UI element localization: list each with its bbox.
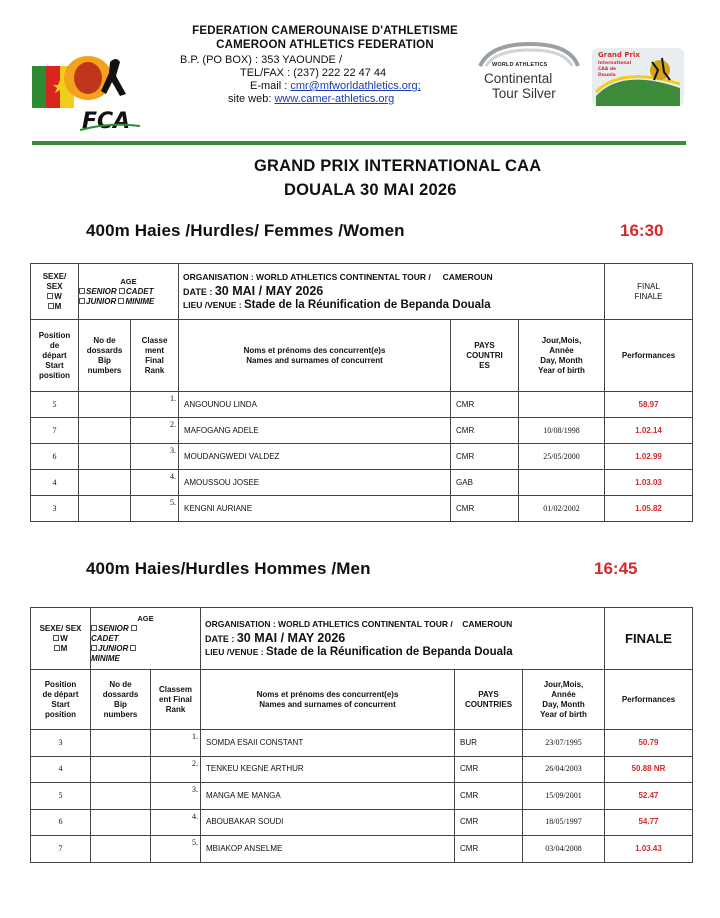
country-code: CMR: [451, 392, 519, 418]
col-position: Position de départ Start position: [31, 670, 91, 730]
country-code: CMR: [455, 756, 523, 783]
women-org-cell: ORGANISATION : WORLD ATHLETICS CONTINENTAL TOUR / CAMEROUN DATE : 30 MAI / MAY 2026 LIEU /VENUE : Stade de la Réunification de Bepanda Douala: [179, 264, 605, 320]
athlete-name: TENKEU KEGNE ARTHUR: [201, 756, 455, 783]
minime-checkbox[interactable]: [130, 645, 136, 651]
col-names: Noms et prénoms des concurrent(e)s Names and surnames of concurrent: [179, 320, 451, 392]
country-code: CMR: [455, 836, 523, 863]
final-rank: 2.: [151, 756, 201, 783]
sex-w-checkbox[interactable]: [47, 293, 53, 299]
bib-number: [91, 809, 151, 836]
final-rank: 1.: [131, 392, 179, 418]
performance: 1.02.99: [605, 444, 693, 470]
table-row: [31, 496, 693, 522]
women-event-title: 400m Haies /Hurdles/ Femmes /Women: [86, 221, 405, 240]
header-divider: [32, 141, 686, 145]
country-code: CMR: [451, 418, 519, 444]
women-sex-cell: SEXE/ SEX W M: [31, 264, 79, 320]
men-age-cell: AGE SENIOR CADET JUNIOR MINIME: [91, 608, 201, 670]
website-link[interactable]: www.camer-athletics.org: [274, 93, 395, 105]
women-header-row: [31, 320, 693, 392]
bib-number: [91, 836, 151, 863]
performance: 52.47: [605, 783, 693, 810]
col-country: PAYS COUNTRI ES: [451, 320, 519, 392]
country-code: GAB: [451, 470, 519, 496]
women-date: 30 MAI / MAY 2026: [214, 284, 324, 298]
table-row: [31, 392, 693, 418]
sex-m-checkbox[interactable]: [54, 645, 60, 651]
start-position: 4: [31, 756, 91, 783]
col-bib: No de dossards Bip numbers: [79, 320, 131, 392]
gp-logo-line2: International: [598, 61, 632, 66]
birth-date: 03/04/2008: [523, 836, 605, 863]
final-rank: 5.: [151, 836, 201, 863]
athlete-name: MBIAKOP ANSELME: [201, 836, 455, 863]
women-meta-row: [31, 264, 693, 320]
fca-logo-text: FCA: [82, 109, 131, 132]
birth-date: [519, 470, 605, 496]
col-bib: No de dossards Bip numbers: [91, 670, 151, 730]
athlete-name: MAFOGANG ADELE: [179, 418, 451, 444]
final-rank: 1.: [151, 730, 201, 757]
athlete-name: ANGOUNOU LINDA: [179, 392, 451, 418]
start-position: 7: [31, 836, 91, 863]
final-rank: 3.: [151, 783, 201, 810]
senior-checkbox[interactable]: [79, 288, 85, 294]
sex-m-checkbox[interactable]: [48, 303, 54, 309]
fca-logo: [30, 48, 154, 132]
ct-tour-silver: Tour Silver: [492, 86, 556, 101]
federation-contact-block: [160, 24, 490, 106]
website-line: [228, 93, 490, 106]
blank-checkbox[interactable]: [131, 625, 137, 631]
table-row: [31, 418, 693, 444]
grand-prix-logo: [592, 48, 684, 106]
gp-logo-line3: CAA de: [598, 67, 617, 72]
email-link[interactable]: cmr@mfworldathletics.org;: [290, 80, 421, 92]
col-performances: Performances: [605, 320, 693, 392]
athlete-name: SOMDA ESAII CONSTANT: [201, 730, 455, 757]
bib-number: [79, 444, 131, 470]
women-final-label: FINAL FINALE: [605, 264, 693, 320]
table-row: [31, 809, 693, 836]
birth-date: 01/02/2002: [519, 496, 605, 522]
col-position: Position de départ Start position: [31, 320, 79, 392]
country-code: CMR: [455, 783, 523, 810]
country-code: BUR: [455, 730, 523, 757]
bib-number: [91, 783, 151, 810]
minime-checkbox[interactable]: [118, 298, 124, 304]
athlete-name: MANGA ME MANGA: [201, 783, 455, 810]
women-event-time: 16:30: [620, 221, 664, 240]
col-rank: Classem ent Final Rank: [151, 670, 201, 730]
po-box: B.P. (PO BOX) : 353 YAOUNDE /: [180, 54, 343, 66]
birth-date: [519, 392, 605, 418]
start-position: 6: [31, 444, 79, 470]
bib-number: [79, 470, 131, 496]
tel-fax: TEL/FAX : (237) 222 22 47 44: [240, 67, 387, 79]
gp-logo-line4: Douala: [598, 73, 616, 78]
ct-small-text: WORLD ATHLETICS: [492, 62, 548, 68]
performance: 1.02.14: [605, 418, 693, 444]
col-performances: Performances: [605, 670, 693, 730]
start-position: 3: [31, 730, 91, 757]
men-header-row: [31, 670, 693, 730]
meeting-place-date: DOUALA 30 MAI 2026: [284, 181, 457, 199]
table-row: [31, 836, 693, 863]
performance: 50.88 NR: [605, 756, 693, 783]
start-position: 5: [31, 783, 91, 810]
start-position: 5: [31, 392, 79, 418]
birth-date: 18/05/1997: [523, 809, 605, 836]
gp-logo-line1: Grand Prix: [598, 51, 640, 59]
performance: 58.97: [605, 392, 693, 418]
performance: 1.03.43: [605, 836, 693, 863]
performance: 54.77: [605, 809, 693, 836]
email-label: E-mail :: [250, 80, 291, 92]
men-sex-cell: SEXE/ SEX W M: [31, 608, 91, 670]
athlete-name: KENGNI AURIANE: [179, 496, 451, 522]
continental-tour-logo: [470, 40, 588, 104]
bib-number: [91, 756, 151, 783]
athlete-name: ABOUBAKAR SOUDI: [201, 809, 455, 836]
col-dob: Jour,Mois, Année Day, Month Year of birth: [519, 320, 605, 392]
col-rank: Classe ment Final Rank: [131, 320, 179, 392]
col-names: Noms et prénoms des concurrent(e)s Names and surnames of concurrent: [201, 670, 455, 730]
lion-face: [74, 62, 102, 94]
junior-checkbox[interactable]: [79, 298, 85, 304]
start-position: 3: [31, 496, 79, 522]
table-row: [31, 444, 693, 470]
federation-name-en: CAMEROON ATHLETICS FEDERATION: [216, 39, 434, 51]
cadet-checkbox[interactable]: [119, 288, 125, 294]
birth-date: 26/04/2003: [523, 756, 605, 783]
country-code: CMR: [451, 496, 519, 522]
table-row: [31, 783, 693, 810]
men-event-title: 400m Haies/Hurdles Hommes /Men: [86, 559, 371, 578]
bib-number: [79, 392, 131, 418]
table-row: [31, 756, 693, 783]
final-rank: 3.: [131, 444, 179, 470]
col-country: PAYS COUNTRIES: [455, 670, 523, 730]
col-dob: Jour,Mois, Année Day, Month Year of birth: [523, 670, 605, 730]
meeting-name: GRAND PRIX INTERNATIONAL CAA: [254, 157, 542, 175]
women-venue: Stade de la Réunification de Bepanda Douala: [243, 299, 491, 311]
table-row: [31, 730, 693, 757]
start-position: 7: [31, 418, 79, 444]
athlete-name: AMOUSSOU JOSEE: [179, 470, 451, 496]
final-rank: 2.: [131, 418, 179, 444]
men-date: 30 MAI / MAY 2026: [236, 631, 346, 645]
bib-number: [91, 730, 151, 757]
final-rank: 4.: [131, 470, 179, 496]
performance: 1.03.03: [605, 470, 693, 496]
country-code: CMR: [451, 444, 519, 470]
bib-number: [79, 496, 131, 522]
country-code: CMR: [455, 809, 523, 836]
start-position: 4: [31, 470, 79, 496]
birth-date: 15/09/2001: [523, 783, 605, 810]
table-row: [31, 470, 693, 496]
junior-checkbox[interactable]: [91, 645, 97, 651]
men-meta-row: [31, 608, 693, 670]
senior-checkbox[interactable]: [91, 625, 97, 631]
sex-w-checkbox[interactable]: [53, 635, 59, 641]
email-line: [250, 80, 490, 93]
birth-date: 23/07/1995: [523, 730, 605, 757]
federation-name-fr: FEDERATION CAMEROUNAISE D'ATHLETISME: [192, 25, 458, 37]
bib-number: [79, 418, 131, 444]
meeting-title: [254, 154, 541, 202]
final-rank: 5.: [131, 496, 179, 522]
women-age-cell: AGE SENIOR CADET JUNIOR MINIME: [79, 264, 179, 320]
performance: 1.05.82: [605, 496, 693, 522]
women-results-table: [30, 263, 693, 522]
men-event-time: 16:45: [594, 559, 638, 578]
birth-date: 25/05/2000: [519, 444, 605, 470]
men-venue: Stade de la Réunification de Bepanda Douala: [265, 646, 513, 658]
start-position: 6: [31, 809, 91, 836]
men-final-label: FINALE: [605, 608, 693, 670]
men-results-table: [30, 607, 693, 863]
website-label: site web:: [228, 93, 275, 105]
men-org-cell: ORGANISATION : WORLD ATHLETICS CONTINENTAL TOUR / CAMEROUN DATE : 30 MAI / MAY 2026 LIEU /VENUE : Stade de la Réunification de Bepanda Douala: [201, 608, 605, 670]
final-rank: 4.: [151, 809, 201, 836]
athlete-name: MOUDANGWEDI VALDEZ: [179, 444, 451, 470]
birth-date: 10/08/1998: [519, 418, 605, 444]
performance: 50.79: [605, 730, 693, 757]
flag-green-stripe: [32, 66, 46, 108]
ct-continental: Continental: [484, 71, 553, 86]
